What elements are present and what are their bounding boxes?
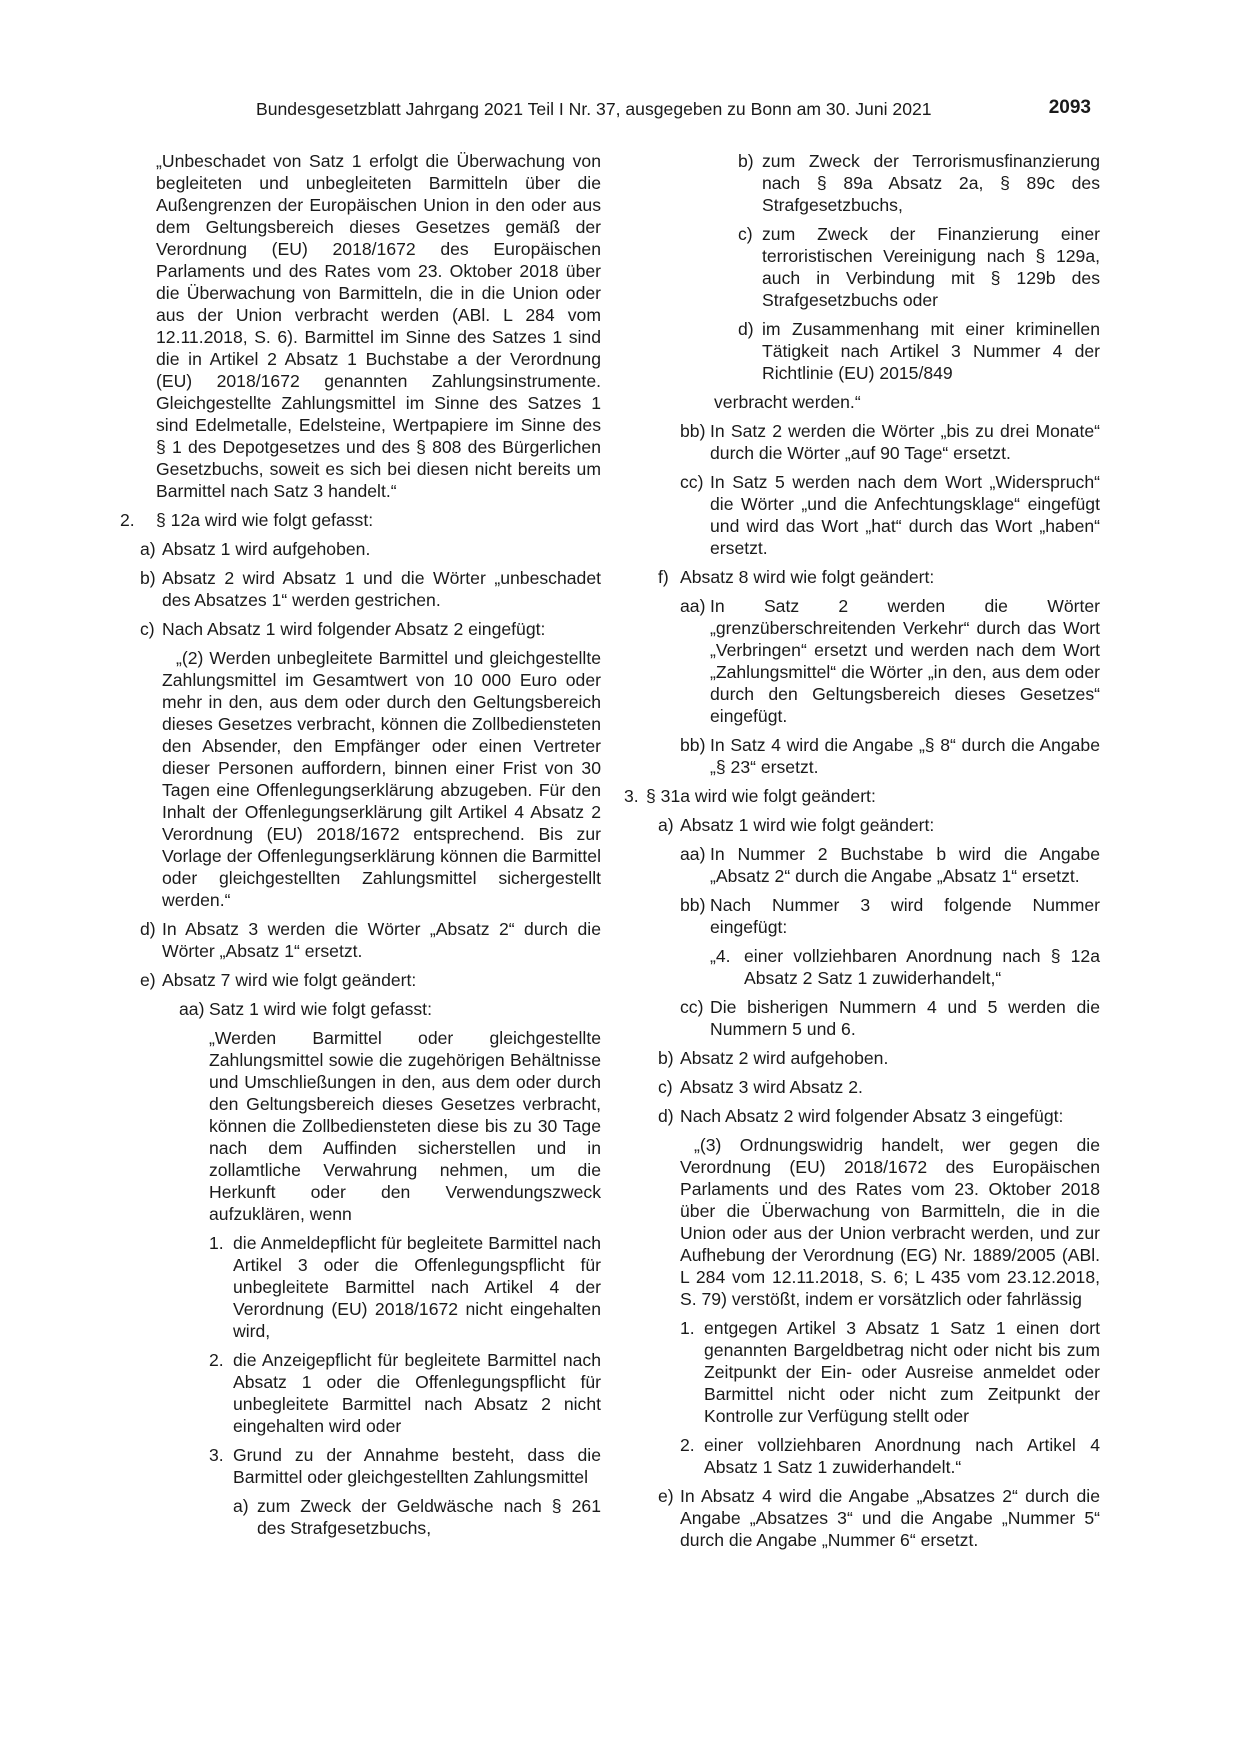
inserted-sentence: „Werden Barmittel oder gleichgestellte Zahlungsmittel sowie die zugehörigen Behältnisse und Umschließungen in den, aus dem oder durch den Geltungsbereich dieses Gesetzes verbracht, können die Zollbediensteten diese bis zu 30 Tage nach dem Auffinden sicherstellen und in zollamtliche Verwahrung nehmen, um die Herkunft oder den Verwendungszweck aufzuklären, wenn — [209, 1028, 601, 1224]
item-label: 3. — [624, 786, 639, 806]
item-label: 2. — [120, 510, 135, 530]
list-item — [140, 969, 601, 991]
list-item — [710, 945, 1100, 989]
list-item — [209, 1232, 601, 1342]
item-text: In Satz 2 werden die Wörter „bis zu drei Monate“ durch die Wörter „auf 90 Tage“ ersetzt. — [710, 421, 1100, 463]
item-text: entgegen Artikel 3 Absatz 1 Satz 1 einen dort genannten Bargeldbetrag nicht oder nicht bis zum Zeitpunkt der Ein- oder Ausreise anmeldet oder Barmittel nicht oder nicht zum Zeitpunkt der Kontrolle zur Verfügung stellt oder — [704, 1318, 1100, 1426]
item-text: zum Zweck der Geldwäsche nach § 261 des Strafgesetzbuchs, — [257, 1496, 601, 1538]
item-text: Absatz 2 wird Absatz 1 und die Wörter „unbeschadet des Absatzes 1“ werden gestrichen. — [162, 568, 601, 610]
item-label: c) — [140, 619, 155, 639]
page-number: 2093 — [1048, 97, 1091, 118]
item-text: In Satz 4 wird die Angabe „§ 8“ durch die Angabe „§ 23“ ersetzt. — [710, 735, 1100, 777]
item-text: In Absatz 4 wird die Angabe „Absatzes 2“ durch die Angabe „Absatzes 3“ und die Angabe „Nummer 5“ durch die Angabe „Nummer 6“ ersetzt. — [680, 1486, 1100, 1550]
item-label: c) — [658, 1077, 673, 1097]
item-text: Nach Absatz 2 wird folgender Absatz 3 eingefügt: — [680, 1106, 1064, 1126]
item-text: Grund zu der Annahme besteht, dass die Barmittel oder gleichgestellten Zahlungsmittel — [233, 1445, 601, 1487]
list-item — [140, 567, 601, 611]
list-item — [680, 1434, 1100, 1478]
item-label: e) — [658, 1486, 674, 1506]
list-item — [680, 894, 1100, 938]
list-item — [624, 785, 1100, 807]
item-label: cc) — [680, 997, 704, 1017]
list-item — [680, 996, 1100, 1040]
item-label: aa) — [680, 596, 706, 616]
item-text: In Satz 5 werden nach dem Wort „Widerspruch“ die Wörter „und die Anfechtungsklage“ eingefügt und wird das Wort „hat“ durch das Wort „haben“ ersetzt. — [710, 472, 1100, 558]
item-label: b) — [658, 1048, 674, 1068]
list-item — [680, 420, 1100, 464]
item-text: einer vollziehbaren Anordnung nach Artikel 4 Absatz 1 Satz 1 zuwiderhandelt.“ — [704, 1435, 1100, 1477]
item-text: Nach Absatz 1 wird folgender Absatz 2 eingefügt: — [162, 619, 546, 639]
item-label: b) — [140, 568, 156, 588]
list-item — [658, 1076, 1100, 1098]
item-label: d) — [658, 1106, 674, 1126]
item-label: aa) — [680, 844, 706, 864]
item-text: Absatz 2 wird aufgehoben. — [680, 1048, 889, 1068]
list-item — [140, 918, 601, 962]
item-label: aa) — [179, 999, 205, 1019]
list-item — [738, 223, 1100, 311]
item-label: 3. — [209, 1445, 224, 1465]
list-item — [140, 618, 601, 640]
item-text: In Absatz 3 werden die Wörter „Absatz 2“ durch die Wörter „Absatz 1“ ersetzt. — [162, 919, 601, 961]
item-label: 1. — [680, 1318, 695, 1338]
item-text: zum Zweck der Finanzierung einer terroristischen Vereinigung nach § 129a, auch in Verbindung mit § 129b des Strafgesetzbuchs oder — [762, 224, 1100, 310]
closing-text: verbracht werden.“ — [714, 392, 861, 412]
item-label: b) — [738, 151, 754, 171]
item-label: a) — [233, 1496, 249, 1516]
inserted-paragraph: „(2) Werden unbegleitete Barmittel und gleichgestellte Zahlungsmittel im Gesamtwert von 10 000 Euro oder mehr in den, aus dem oder durch den Geltungsbereich dieses Gesetzes verbracht, können die Zollbediensteten den Absender, den Empfänger oder einen Vertreter dieser Personen auffordern, binnen einer Frist von 30 Tagen eine Offenlegungserklärung abzugeben. Für den Inhalt der Offenlegungserklärung gilt Artikel 4 Absatz 2 Verordnung (EU) 2018/1672 entsprechend. Bis zur Vorlage der Offenlegungserklärung können die Barmittel oder gleichgestellten Zahlungsmittel sichergestellt werden.“ — [162, 648, 601, 910]
list-item — [120, 509, 601, 531]
left-column — [120, 150, 601, 1546]
inserted-paragraph: „(3) Ordnungswidrig handelt, wer gegen die Verordnung (EU) 2018/1672 des Europäischen Parlaments und des Rates vom 23. Oktober 2018 über die Überwachung von Barmitteln, die in die Union oder aus der Union verbracht werden, und zur Aufhebung der Verordnung (EG) Nr. 1889/2005 (ABl. L 284 vom 12.11.2018, S. 6; L 435 vom 23.12.2018, S. 79) verstößt, indem er vorsätzlich oder fahrlässig — [680, 1135, 1100, 1309]
list-item — [738, 318, 1100, 384]
item-text: im Zusammenhang mit einer kriminellen Tätigkeit nach Artikel 3 Nummer 4 der Richtlinie (EU) 2015/849 — [762, 319, 1100, 383]
item-text: Absatz 1 wird aufgehoben. — [162, 539, 371, 559]
right-column — [624, 150, 1100, 1558]
list-item — [179, 998, 601, 1020]
list-item — [680, 1317, 1100, 1427]
list-item — [658, 1485, 1100, 1551]
item-text: Absatz 1 wird wie folgt geändert: — [680, 815, 935, 835]
list-item — [140, 538, 601, 560]
opening-quote: „Unbeschadet von Satz 1 erfolgt die Überwachung von begleiteten und unbegleiteten Barmitteln über die Außengrenzen der Europäischen Union in den oder aus dem Geltungsbereich dieses Gesetzes gemäß der Verordnung (EU) 2018/1672 des Europäischen Parlaments und des Rates vom 23. Oktober 2018 über die Überwachung von Barmitteln, die in die Union oder aus der Union verbracht werden (ABl. L 284 vom 12.11.2018, S. 6). Barmittel im Sinne des Satzes 1 sind die in Artikel 2 Absatz 1 Buchstabe a der Verordnung (EU) 2018/1672 genannten Zahlungsinstrumente. Gleichgestellte Zahlungsmittel im Sinne des Satzes 1 sind Edelmetalle, Edelsteine, Wertpapiere im Sinne des § 1 des Depotgesetzes und des § 808 des Bürgerlichen Gesetzbuchs, soweit es sich bei diesen nicht bereits um Barmittel nach Satz 3 handelt.“ — [156, 151, 601, 501]
item-label: bb) — [680, 421, 706, 441]
item-label: f) — [658, 567, 669, 587]
item-text: Absatz 7 wird wie folgt geändert: — [162, 970, 417, 990]
list-item — [209, 1444, 601, 1488]
page-header — [150, 98, 1091, 124]
item-text: die Anmeldepflicht für begleitete Barmittel nach Artikel 3 oder die Offenlegungspflicht für unbegleitete Barmittel nach Artikel 4 der Verordnung (EU) 2018/1672 nicht eingehalten wird, — [233, 1233, 601, 1341]
list-item — [680, 843, 1100, 887]
item-label: 2. — [209, 1350, 224, 1370]
list-item — [209, 1349, 601, 1437]
item-label: bb) — [680, 895, 706, 915]
item-text: Absatz 8 wird wie folgt geändert: — [680, 567, 935, 587]
item-label: 1. — [209, 1233, 224, 1253]
item-text: Nach Nummer 3 wird folgende Nummer eingefügt: — [710, 895, 1100, 937]
list-item — [738, 150, 1100, 216]
item-label: a) — [658, 815, 674, 835]
item-text: § 12a wird wie folgt gefasst: — [156, 510, 374, 530]
running-title: Bundesgesetzblatt Jahrgang 2021 Teil I Nr. 37, ausgegeben zu Bonn am 30. Juni 2021 — [256, 99, 932, 119]
list-item — [680, 471, 1100, 559]
item-text: Die bisherigen Nummern 4 und 5 werden die Nummern 5 und 6. — [710, 997, 1100, 1039]
item-label: 2. — [680, 1435, 695, 1455]
item-text: zum Zweck der Terrorismusfinanzierung nach § 89a Absatz 2a, § 89c des Strafgesetzbuchs, — [762, 151, 1100, 215]
list-item — [658, 1105, 1100, 1127]
list-item — [658, 566, 1100, 588]
item-label: e) — [140, 970, 156, 990]
item-label: „4. — [710, 946, 731, 966]
item-label: c) — [738, 224, 753, 244]
item-text: Absatz 3 wird Absatz 2. — [680, 1077, 863, 1097]
item-text: Satz 1 wird wie folgt gefasst: — [209, 999, 432, 1019]
item-label: bb) — [680, 735, 706, 755]
item-label: cc) — [680, 472, 704, 492]
item-text: die Anzeigepflicht für begleitete Barmittel nach Absatz 1 oder die Offenlegungspflicht für unbegleitete Barmittel nach Absatz 2 nicht eingehalten wird oder — [233, 1350, 601, 1436]
item-label: d) — [140, 919, 156, 939]
list-item — [233, 1495, 601, 1539]
list-item — [680, 595, 1100, 727]
item-label: d) — [738, 319, 754, 339]
item-label: a) — [140, 539, 156, 559]
list-item — [658, 1047, 1100, 1069]
item-text: § 31a wird wie folgt geändert: — [646, 786, 876, 806]
list-item — [658, 814, 1100, 836]
item-text: einer vollziehbaren Anordnung nach § 12a Absatz 2 Satz 1 zuwiderhandelt,“ — [744, 946, 1100, 988]
item-text: In Satz 2 werden die Wörter „grenzüberschreitenden Verkehr“ durch das Wort „Verbringen“ ersetzt und werden nach dem Wort „Zahlungsmittel“ die Wörter „in den, aus dem oder durch den Geltungsbereich dieses Gesetzes“ eingefügt. — [710, 596, 1100, 726]
list-item — [680, 734, 1100, 778]
item-text: In Nummer 2 Buchstabe b wird die Angabe „Absatz 2“ durch die Angabe „Absatz 1“ ersetzt. — [710, 844, 1100, 886]
